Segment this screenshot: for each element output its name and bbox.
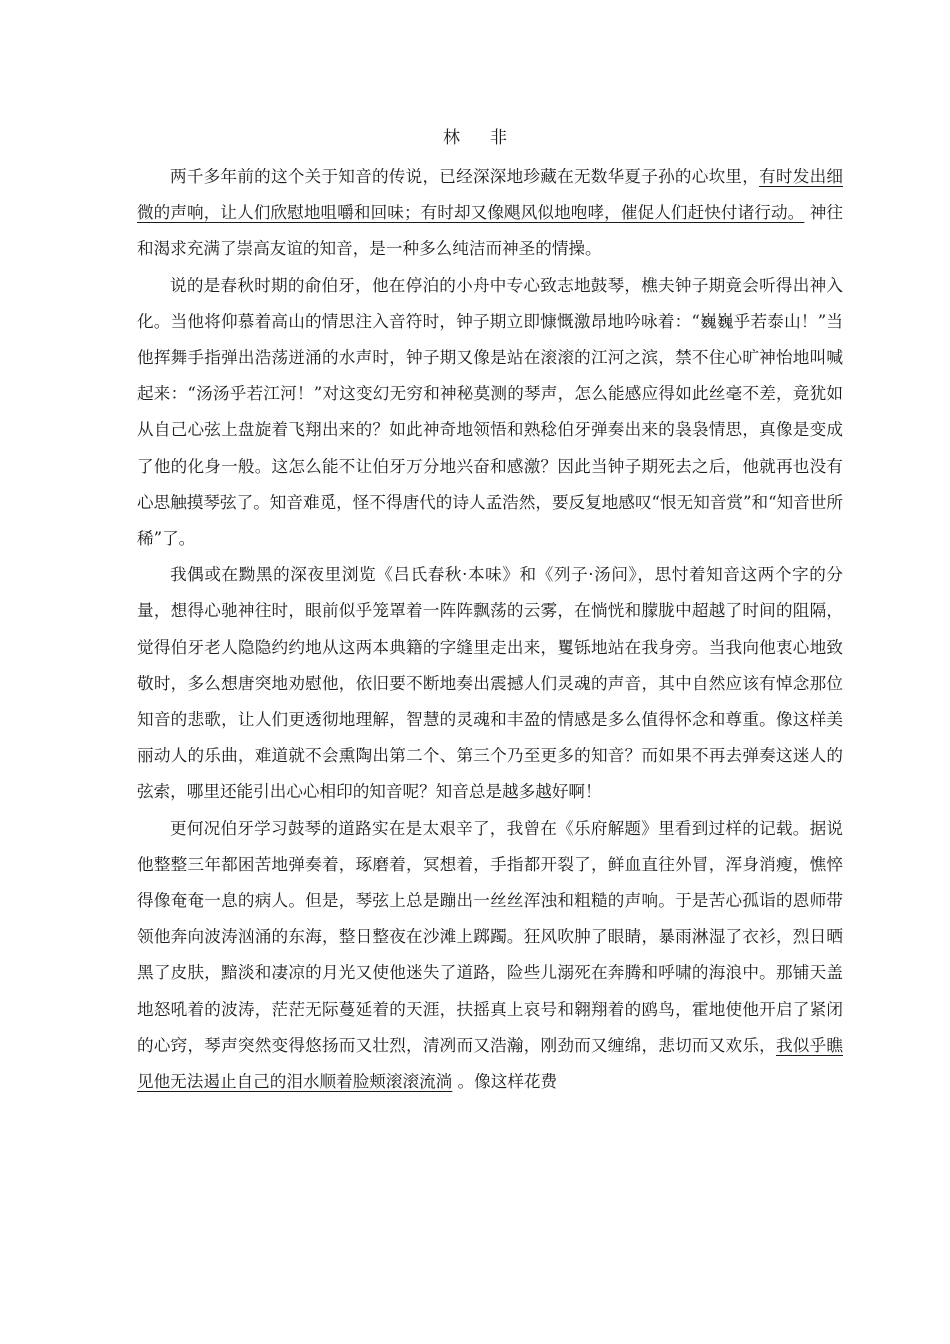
author-given-name: 林	[443, 128, 460, 148]
article-body	[137, 159, 843, 1100]
paragraph-1-text-a: 两千多年前的这个关于知音的传说，已经深深地珍藏在无数华夏子孙的心坎里，	[170, 167, 760, 186]
paragraph-4-text-b: 。像这样花费	[452, 1072, 558, 1092]
author-line	[0, 126, 950, 150]
underlined-phrase-1: 有时发出细微的声响，让人们欣慰地咀嚼和回味；有时却又像飓风似地咆哮，催促人们赶快付诸行动。	[137, 167, 844, 223]
paragraph-4-text-a: 更何况伯牙学习鼓琴的道路实在是太艰辛了，我曾在《乐府解题》里看到过样的记载。据说他整整三年都困苦地弹奏着，琢磨着，冥想着，手指都开裂了，鲜血直往外冒，浑身消瘦，憔悴得像奄奄一息的病人。但是，琴弦上总是蹦出一丝丝浑浊和粗糙的声响。于是苦心孤诣的恩师带领他奔向波涛汹涌的东海，整日整夜在沙滩上踯躅。狂风吹肿了眼睛，暴雨淋湿了衣衫，烈日晒黑了皮肤，黯淡和凄凉的月光又使他迷失了道路，险些儿溺死在奔腾和呼啸的海浪中。那铺天盖地怒吼着的波涛，茫茫无际蔓延着的天涯，扶摇真上哀号和翱翔着的鸥鸟，霍地使他开启了紧闭的心窍，琴声突然变得悠扬而又壮烈，清冽而又浩瀚，刚劲而又缠绵，悲切而又欢乐，	[137, 818, 843, 1055]
paragraph-1	[137, 159, 843, 268]
paragraph-1-text-b: 神往和渴求充满了崇高友谊的知音，是一种多么纯洁而神圣的情操。	[137, 203, 844, 259]
paragraph-2	[137, 268, 843, 558]
paragraph-3	[137, 557, 843, 810]
underlined-phrase-2: 我似乎瞧见他无法遏止自己的泪水顺着脸颊滚滚流淌	[137, 1035, 844, 1092]
paragraph-2-text: 说的是春秋时期的俞伯牙，他在停泊的小舟中专心致志地鼓琴，樵夫钟子期竟会听得出神入化。当他将仰慕着高山的情思注入音符时，钟子期立即慷慨激昂地吟咏着：“巍巍乎若泰山！”当他挥舞手指弹出浩荡迸涌的水声时，钟子期又像是站在滚滚的江河之滨，禁不住心旷神怡地叫喊起来：“汤汤乎若江河！”对这变幻无穷和神秘莫测的琴声，怎么能感应得如此丝毫不差，竟犹如从自己心弦上盘旋着飞翔出来的？如此神奇地领悟和熟稔伯牙弹奏出来的袅袅情思，真像是变成了他的化身一般。这怎么能不让伯牙万分地兴奋和感激？因此当钟子期死去之后，他就再也没有心思触摸琴弦了。知音难觅，怪不得唐代的诗人孟浩然，要反复地感叹“恨无知音赏”和“知音世所稀”了。	[137, 275, 843, 549]
author-family-name: 非	[490, 128, 507, 148]
paragraph-3-text: 我偶或在黝黑的深夜里浏览《吕氏春秋·本味》和《列子·汤问》，思忖着知音这两个字的分量，想得心驰神往时，眼前似乎笼罩着一阵阵飘荡的云雾，在惝恍和朦胧中超越了时间的阻隔，觉得伯牙老人隐隐约约地从这两本典籍的字缝里走出来，矍铄地站在我身旁。当我向他衷心地致敬时，多么想唐突地劝慰他，依旧要不断地奏出震撼人们灵魂的声音，其中自然应该有悼念那位知音的悲歌，让人们更透彻地理解，智慧的灵魂和丰盈的情感是多么值得怀念和尊重。像这样美丽动人的乐曲，难道就不会熏陶出第二个、第三个乃至更多的知音？而如果不再去弹奏这迷人的弦索，哪里还能引出心心相印的知音呢？知音总是越多越好啊！	[137, 565, 843, 802]
paragraph-4	[137, 811, 843, 1101]
